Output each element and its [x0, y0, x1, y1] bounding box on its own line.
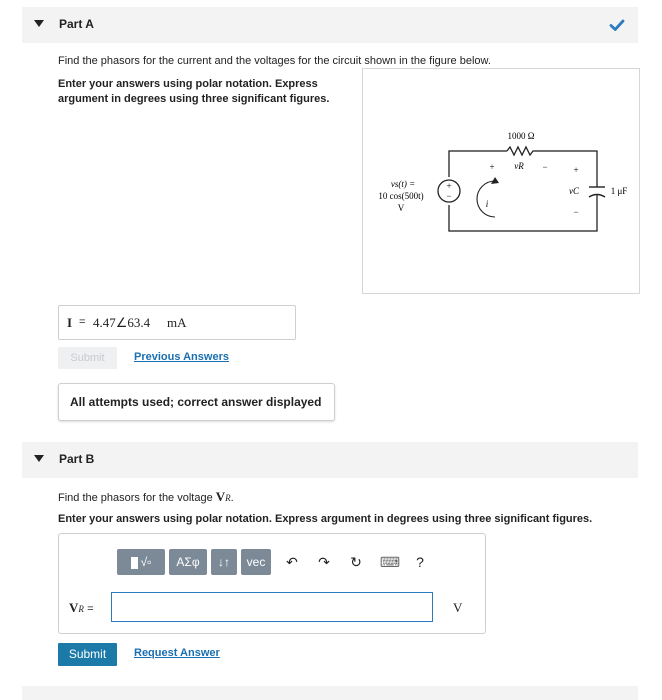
- attempts-status-box: [58, 383, 335, 421]
- answer-value: 4.47∠63.4: [93, 315, 151, 330]
- sort-button[interactable]: ↓↑: [211, 549, 237, 575]
- source-label-line2: 10 cos(500t): [378, 191, 424, 201]
- templates-button[interactable]: [117, 549, 165, 575]
- prompt-variable: V: [215, 489, 226, 504]
- vr-label-main: V: [69, 600, 79, 615]
- part-a-title: Part A: [59, 17, 94, 31]
- next-part-header: [22, 686, 638, 700]
- part-a-submit-button: Submit: [58, 347, 117, 369]
- previous-answers-link[interactable]: Previous Answers: [134, 351, 229, 363]
- part-b-prompt: [58, 489, 234, 505]
- vr-label-sub: R: [78, 604, 84, 614]
- answer-equals: =: [79, 316, 86, 328]
- circuit-figure: [362, 68, 640, 294]
- undo-icon[interactable]: ↶: [286, 554, 298, 570]
- vr-equals: =: [87, 603, 94, 615]
- part-a-header[interactable]: [22, 7, 638, 43]
- templates-icon: √▫: [140, 555, 152, 569]
- circuit-diagram: [363, 69, 639, 293]
- part-b-header[interactable]: [22, 442, 638, 478]
- prompt-variable-sub: R: [225, 493, 231, 503]
- vr-unit: V: [453, 600, 463, 615]
- current-label: i: [485, 199, 489, 209]
- template-box-icon: [131, 557, 138, 569]
- greek-symbols-button[interactable]: ΑΣφ: [169, 549, 207, 575]
- resistor-label: 1000 Ω: [507, 131, 535, 141]
- source-plus-sign: +: [446, 181, 452, 191]
- attempts-status-text: All attempts used; correct answer displayed: [70, 395, 322, 409]
- request-answer-link[interactable]: Request Answer: [134, 647, 220, 659]
- vc-minus: −: [573, 207, 579, 217]
- source-label-line3: V: [397, 203, 405, 213]
- collapse-caret-icon[interactable]: [34, 20, 44, 27]
- keyboard-icon[interactable]: ⌨: [379, 554, 401, 570]
- answer-unit: mA: [167, 315, 187, 330]
- capacitor-label: 1 μF: [610, 186, 628, 196]
- source-label-line1: vs(t) =: [390, 179, 416, 189]
- vr-plus: +: [489, 162, 495, 172]
- source-minus-sign: −: [446, 191, 452, 201]
- part-a-answer-field: [58, 305, 296, 340]
- vr-minus: −: [542, 162, 548, 172]
- instructions-line-1: Enter your answers using polar notation. Express: [58, 78, 318, 90]
- part-b-title: Part B: [59, 452, 95, 466]
- part-b-submit-button[interactable]: Submit: [58, 643, 117, 666]
- vec-button[interactable]: vec: [241, 549, 271, 575]
- collapse-caret-icon[interactable]: [34, 455, 44, 462]
- prompt-text: Find the phasors for the voltage: [58, 492, 213, 504]
- part-b-instructions: Enter your answers using polar notation. Express argument in degrees using three significant figures.: [58, 513, 593, 525]
- checkmark-icon: [608, 16, 626, 34]
- prompt-suffix: .: [230, 492, 234, 504]
- part-a-instructions: [58, 77, 329, 107]
- vc-plus: +: [573, 165, 579, 175]
- vr-answer-input[interactable]: [111, 592, 433, 622]
- vr-input-label: [69, 600, 94, 616]
- vc-label: vC: [569, 186, 579, 196]
- part-a-prompt: Find the phasors for the current and the voltages for the circuit shown in the figure below.: [58, 55, 491, 67]
- vr-label: vR: [514, 161, 524, 171]
- redo-icon[interactable]: ↷: [318, 554, 330, 570]
- answer-editor: [58, 533, 486, 634]
- reset-icon[interactable]: ↻: [350, 554, 362, 570]
- instructions-line-2: argument in degrees using three significant figures.: [58, 93, 330, 105]
- help-icon[interactable]: ?: [416, 554, 424, 570]
- answer-variable-label: I: [67, 315, 73, 330]
